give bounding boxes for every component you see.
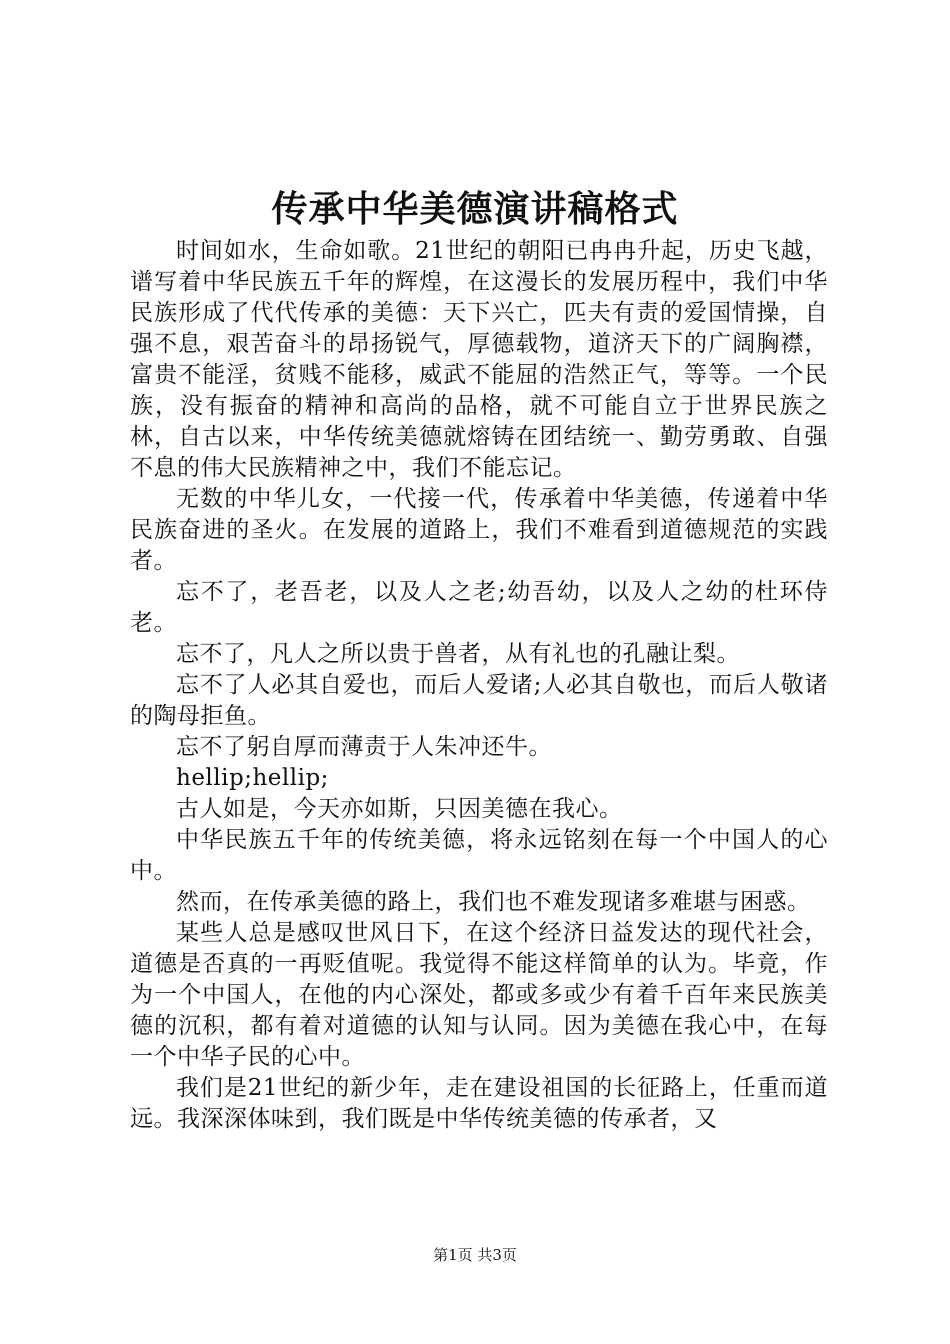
- paragraph: 无数的中华儿女，一代接一代，传承着中华美德，传递着中华民族奋进的圣火。在发展的道路上，我们不难看到道德规范的实践者。: [130, 486, 828, 574]
- page-number-footer: 第1页 共3页: [433, 1246, 517, 1264]
- paragraph: 古人如是，今天亦如斯，只因美德在我心。: [176, 796, 623, 822]
- paragraph: 忘不了人必其自爱也，而后人爱诸;人必其自敬也，而后人敬诸的陶母拒鱼。: [130, 672, 828, 729]
- paragraph: 忘不了，凡人之所以贵于兽者，从有礼也的孔融让梨。: [176, 641, 740, 667]
- paragraph: 中华民族五千年的传统美德，将永远铭刻在每一个中国人的心中。: [130, 827, 828, 884]
- paragraph: 某些人总是感叹世风日下，在这个经济日益发达的现代社会，道德是否真的一再贬值呢。我觉得不能这样简单的认为。毕竟，作为一个中国人，在他的内心深处，都或多或少有着千百年来民族美德的沉积，都有着对道德的认知与认同。因为美德在我心中，在每一个中华子民的心中。: [130, 920, 828, 1070]
- paragraph: 忘不了，老吾老，以及人之老;幼吾幼，以及人之幼的杜环侍老。: [130, 579, 828, 636]
- paragraph: 然而，在传承美德的路上，我们也不难发现诸多难堪与困惑。: [176, 889, 811, 915]
- paragraph: 时间如水，生命如歌。21世纪的朝阳已冉冉升起，历史飞越，谱写着中华民族五千年的辉煌，在这漫长的发展历程中，我们中华民族形成了代代传承的美德：天下兴亡，匹夫有责的爱国情操，自强不息，艰苦奋斗的昂扬锐气，厚德载物，道济天下的广阔胸襟，富贵不能淫，贫贱不能移，威武不能屈的浩然正气，等等。一个民族，没有振奋的精神和高尚的品格，就不可能自立于世界民族之林，自古以来，中华传统美德就熔铸在团结统一、勤劳勇敢、自强不息的伟大民族精神之中，我们不能忘记。: [130, 238, 828, 481]
- paragraph: 我们是21世纪的新少年，走在建设祖国的长征路上，任重而道远。我深深体味到，我们既是中华传统美德的传承者，又: [130, 1075, 828, 1132]
- document-title: 传承中华美德演讲稿格式: [271, 188, 679, 230]
- document-body: [130, 236, 828, 1135]
- paragraph: hellip;hellip;: [176, 765, 329, 791]
- paragraph: 忘不了躬自厚而薄责于人朱冲还牛。: [176, 734, 552, 760]
